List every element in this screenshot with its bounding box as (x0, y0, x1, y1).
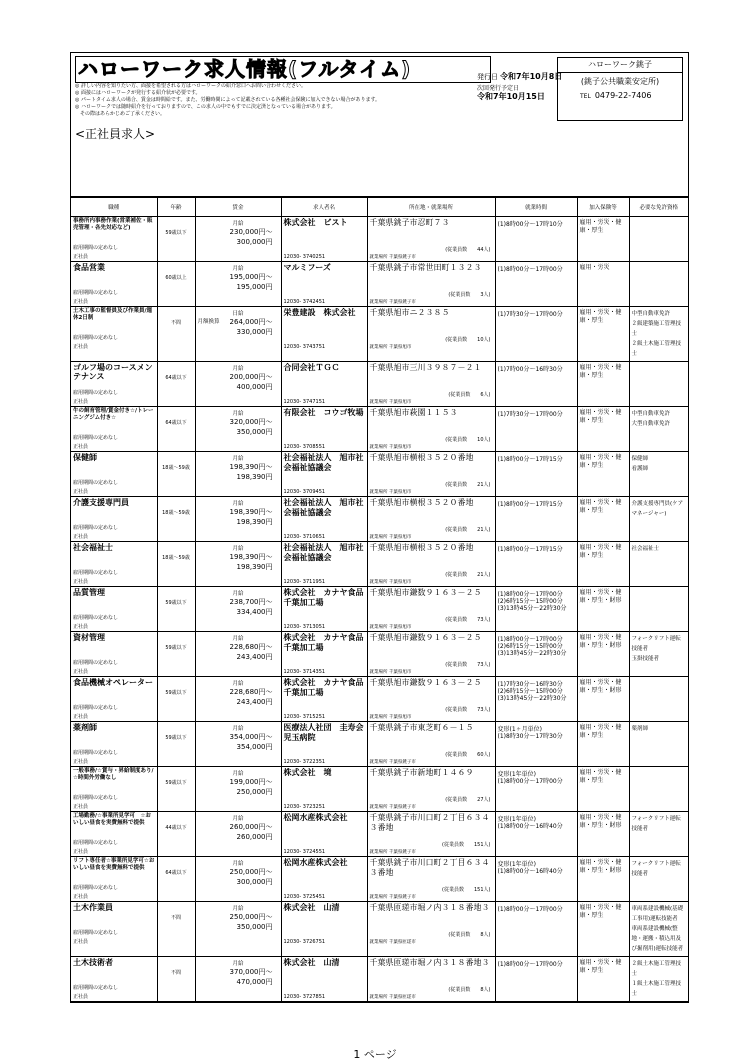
work-location: 就業場所 千葉県銚子市 (369, 255, 416, 260)
age: 59歳以下 (165, 780, 187, 786)
job-number: 12030- 3726751 (283, 939, 326, 945)
employer-name: 株式会社 山清 (283, 903, 340, 912)
employee-count: (従業員数 3人) (448, 292, 491, 298)
work-hours: 変形(1年単位) (1)8時00分～16時40分 (497, 861, 563, 875)
employee-count: (従業員数 8人) (448, 987, 491, 993)
employer-name: 社会福祉法人 旭市社会福祉協議会 (283, 543, 364, 562)
table-row[interactable] (71, 812, 688, 857)
job-title: 保健師 (73, 453, 97, 462)
licenses (630, 262, 689, 266)
age: 59歳以下 (165, 645, 187, 651)
job-number: 12030- 3710651 (283, 534, 326, 540)
licenses (630, 362, 689, 366)
employer-name: 株式会社 山清 (283, 958, 340, 967)
employment-type: 正社員 (73, 399, 89, 405)
employer-name: マルミフーズ (283, 263, 331, 272)
job-number: 12030- 3713051 (283, 624, 326, 630)
address: 千葉県旭市ニ２３８５ (369, 308, 450, 317)
section-title: <正社員求人> (75, 127, 156, 141)
wage-max: 470,000円 (236, 978, 273, 986)
employer-name: 株式会社 境 (283, 768, 332, 777)
job-title: リフト専任者☆事業所見学可☆おいしい昼食を実費無料で提供 (73, 858, 155, 871)
insurance: 雇用・労災・健康・厚生 (579, 309, 622, 324)
address: 千葉県匝瑳市堀ノ内３１８番地３ (369, 958, 490, 967)
employee-count: (従業員数 21人) (445, 482, 491, 488)
licenses: 社会福祉士 (631, 546, 660, 552)
job-title: 土木作業員 (73, 903, 113, 912)
wage-max: 400,000円 (236, 383, 273, 391)
wage-min: 200,000円～ (229, 373, 273, 381)
work-location: 就業場所 千葉県旭市 (369, 670, 412, 675)
table-row[interactable] (71, 497, 688, 542)
employment-type: 正社員 (73, 489, 89, 495)
job-title: 工場勤務/☆事業所見学可 ☆おいしい昼食を実費無料で提供 (73, 813, 151, 826)
job-number: 12030- 3727851 (283, 994, 326, 1000)
table-row[interactable] (71, 217, 688, 262)
address: 千葉県銚子市川口町２丁目６３４３番地 (369, 858, 490, 877)
wage-type: 日給 (232, 311, 244, 317)
employee-count: (従業員数 27人) (445, 797, 491, 803)
wage-max: 354,000円 (236, 743, 273, 751)
work-location: 就業場所 千葉県旭市 (369, 715, 412, 720)
employee-count: (従業員数 151人) (442, 842, 491, 848)
office-name: ハローワーク銚子 (558, 58, 682, 73)
wage-type: 月給 (232, 726, 244, 732)
insurance: 雇用・労災・健康・厚生 (579, 904, 622, 919)
licenses (630, 677, 689, 681)
wage-max: 195,000円 (236, 283, 273, 291)
office-tel: TEL 0479-22-7406 (580, 91, 652, 100)
header (71, 53, 688, 197)
insurance: 雇用・労災・健康・厚生 (579, 959, 622, 974)
wage-type: 月給 (232, 961, 244, 967)
job-listing-sheet (70, 52, 689, 1003)
wage-max: 198,390円 (236, 563, 273, 571)
job-title: 介護支援専門員 (73, 498, 129, 507)
work-hours: 変形(1年単位) (1)8時00分～17時00分 (497, 771, 563, 785)
wage-type: 月給 (232, 411, 244, 417)
employee-count: (従業員数 73人) (445, 707, 491, 713)
wage-type: 月給 (232, 771, 244, 777)
insurance: 雇用・労災・健康・厚生・財形 (579, 589, 622, 604)
employer-name: 社会福祉法人 旭市社会福祉協議会 (283, 453, 364, 472)
employer-name: 医療法人社団 圭寿会 児玉病院 (283, 723, 372, 742)
job-title: 品質管理 (73, 588, 105, 597)
table-row[interactable] (71, 767, 688, 812)
page-number: 1 ページ (353, 1048, 397, 1061)
address: 千葉県旭市鎌数９１６３－２５ (369, 633, 482, 642)
employment-period: 雇用期間の定めなし (73, 885, 119, 891)
table-row[interactable] (71, 677, 688, 722)
employment-type: 正社員 (73, 894, 89, 900)
employment-period: 雇用期間の定めなし (73, 840, 119, 846)
job-title: 土木技術者 (73, 958, 113, 967)
work-hours: (1)8時00分～17時15分 (497, 456, 563, 463)
job-title: 資材管理 (73, 633, 105, 642)
insurance: 雇用・労災・健康・厚生・財形 (579, 679, 622, 694)
work-location: 就業場所 千葉県銚子市 (369, 300, 416, 305)
address: 千葉県銚子市川口町２丁目６３４３番地 (369, 813, 490, 832)
employment-type: 正社員 (73, 299, 89, 305)
wage-min: 230,000円～ (229, 228, 273, 236)
employer-name: 社会福祉法人 旭市社会福祉協議会 (283, 498, 364, 517)
employer-name: 松岡水産株式会社 (283, 813, 348, 822)
job-number: 12030- 3711951 (283, 579, 326, 585)
wage-type: 月給 (232, 366, 244, 372)
table-row[interactable]: 土木工事の監督員及び作業員/週休2日制 雇用期間の定めなし 正社員 不問 日給 月額換算 264,000円～ 330,000円 栄豊建設 株式会社 12030- 3743751 千葉県旭市ニ２３８５ (従業員数 10人) 就業場所 千葉県旭市 (1)7時30分～17時00分 雇用・労災・健康・厚生 中型自動車免許 ２級建築施工管理技士 ２級土木施工管理技士 (71, 307, 688, 362)
wage-type: 月給 (232, 681, 244, 687)
employment-type: 正社員 (73, 344, 89, 350)
age: 不問 (170, 915, 181, 921)
address: 千葉県旭市横根３５２０番地 (369, 543, 474, 552)
employment-type: 正社員 (73, 804, 89, 810)
employment-type: 正社員 (73, 939, 89, 945)
employment-period: 雇用期間の定めなし (73, 290, 119, 296)
work-hours: (1)8時00分～17時00分 (2)6時15分～15時00分 (3)13時45分～22時30分 (497, 636, 567, 657)
table-row[interactable] (71, 957, 688, 1002)
work-hours: (1)7時30分～17時00分 (497, 411, 563, 418)
employment-type: 正社員 (73, 759, 89, 765)
employee-count: (従業員数 21人) (445, 527, 491, 533)
work-location: 就業場所 千葉県旭市 (369, 400, 412, 405)
wage-max: 243,400円 (236, 698, 273, 706)
employer-name: 松岡水産株式会社 (283, 858, 348, 867)
insurance: 雇用・労災・健康・厚生・財形 (579, 634, 622, 649)
phone-icon: TEL (580, 93, 591, 100)
wage-min: 228,680円～ (229, 688, 273, 696)
table-row[interactable] (71, 902, 688, 957)
wage-type: 月給 (232, 546, 244, 552)
employee-count: (従業員数 151人) (442, 887, 491, 893)
work-hours: (1)8時00分～17時10分 (497, 221, 563, 228)
wage-max: 334,400円 (236, 608, 273, 616)
employment-type: 正社員 (73, 669, 89, 675)
wage-min: 320,000円～ (229, 418, 273, 426)
wage-min: 260,000円～ (229, 823, 273, 831)
job-number: 12030- 3742451 (283, 299, 326, 305)
address: 千葉県銚子市東芝町６－１５ (369, 723, 474, 732)
table-row[interactable] (71, 587, 688, 632)
age: 18歳～59歳 (162, 510, 190, 516)
work-hours: 変形(1年単位) (1)8時00分～16時40分 (497, 816, 563, 830)
employment-period: 雇用期間の定めなし (73, 705, 119, 711)
employment-period: 雇用期間の定めなし (73, 335, 119, 341)
insurance: 雇用・労災・健康・厚生 (579, 724, 622, 739)
wage-type: 月給 (232, 861, 244, 867)
table-row[interactable] (71, 262, 688, 307)
work-location: 就業場所 千葉県匝瑳市 (369, 995, 416, 1000)
wage-max: 350,000円 (236, 428, 273, 436)
address: 千葉県匝瑳市堀ノ内３１８番地３ (369, 903, 490, 912)
job-title: 食品営業 (73, 263, 105, 272)
insurance: 雇用・労災・健康・厚生・財形 (579, 814, 622, 829)
employment-period: 雇用期間の定めなし (73, 615, 119, 621)
age: 64歳以下 (165, 870, 187, 876)
employer-name: 栄豊建設 株式会社 (283, 308, 356, 317)
wage-type: 月給 (232, 636, 244, 642)
employment-period: 雇用期間の定めなし (73, 390, 119, 396)
job-number: 12030- 3747151 (283, 399, 326, 405)
licenses: ２級土木施工管理技士 １級土木施工管理技士 (631, 961, 682, 997)
job-number: 12030- 3715251 (283, 714, 326, 720)
licenses (630, 587, 689, 591)
employee-count: (従業員数 60人) (445, 752, 491, 758)
employment-type: 正社員 (73, 994, 89, 1000)
job-number: 12030- 3723251 (283, 804, 326, 810)
employment-type: 正社員 (73, 254, 89, 260)
licenses: 薬剤師 (631, 726, 649, 732)
work-hours: (1)8時00分～17時00分 (2)6時15分～15時00分 (3)13時45分～22時30分 (497, 591, 567, 612)
address: 千葉県銚子市新地町１４６９ (369, 768, 474, 777)
wage-max: 260,000円 (236, 833, 273, 841)
address: 千葉県銚子市常世田町１３２３ (369, 263, 482, 272)
wage-type: 月給 (232, 501, 244, 507)
next-issue-date: 次回発行予定日 令和7年10月15日 (477, 85, 545, 101)
age: 59歳以下 (165, 600, 187, 606)
job-number: 12030- 3709451 (283, 489, 326, 495)
age: 59歳以下 (165, 690, 187, 696)
wage-min: 250,000円～ (229, 913, 273, 921)
table-row[interactable] (71, 722, 688, 767)
job-title: 土木工事の監督員及び作業員/週休2日制 (73, 308, 153, 321)
age: 64歳以下 (165, 420, 187, 426)
table-row[interactable] (71, 542, 688, 587)
age: 不問 (170, 970, 181, 976)
work-location: 就業場所 千葉県旭市 (369, 535, 412, 540)
work-location: 就業場所 千葉県銚子市 (369, 850, 416, 855)
job-number: 12030- 3740251 (283, 254, 326, 260)
job-title: 食品機械オペレーター (73, 678, 153, 687)
work-location: 就業場所 千葉県旭市 (369, 580, 412, 585)
insurance: 雇用・労災・健康・厚生 (579, 219, 622, 234)
office-box (557, 57, 683, 121)
insurance: 雇用・労災 (579, 264, 610, 271)
employment-type: 正社員 (73, 714, 89, 720)
wage-min: 195,000円～ (229, 273, 273, 281)
work-hours: (1)7時00分～16時30分 (497, 366, 563, 373)
address: 千葉県旭市鎌数９１６３－２５ (369, 588, 482, 597)
address: 千葉県旭市萩園１１５３ (369, 408, 458, 417)
licenses: 車両系建設機械(基礎工事用)運転技能者 車両系建設機械(整地・運搬・積込用及び掘削用)運転技能者 (631, 906, 684, 952)
address: 千葉県旭市鎌数９１６３－２５ (369, 678, 482, 687)
table-row[interactable] (71, 857, 688, 902)
work-hours: (1)8時00分～17時00分 (497, 961, 563, 968)
licenses (630, 217, 689, 221)
employer-name: 合同会社ＴＧＣ (283, 363, 340, 372)
employment-period: 雇用期間の定めなし (73, 245, 119, 251)
employment-period: 雇用期間の定めなし (73, 570, 119, 576)
table-header: 職種 年齢 賃金 求人者名 所在地・就業場所 就業時間 加入保険等 必要な免許資格 (71, 198, 688, 217)
licenses: 介護支援専門員(ケアマネージャー) (631, 501, 684, 517)
job-title: 薬剤師 (73, 723, 97, 732)
employment-period: 雇用期間の定めなし (73, 660, 119, 666)
work-location: 就業場所 千葉県旭市 (369, 490, 412, 495)
wage-max: 330,000円 (236, 328, 273, 336)
wage-min: 228,680円～ (229, 643, 273, 651)
address: 千葉県旭市横根３５２０番地 (369, 498, 474, 507)
work-hours: (1)8時00分～17時00分 (497, 266, 563, 273)
insurance: 雇用・労災・健康・厚生 (579, 769, 622, 784)
address: 千葉県旭市三川３９８７－２１ (369, 363, 482, 372)
page-title: ハローワーク求人情報(フルタイム) (75, 56, 491, 83)
licenses: フォークリフト運転技能者 玉掛技能者 (631, 636, 681, 662)
employment-type: 正社員 (73, 849, 89, 855)
age: 59歳以下 (165, 230, 187, 236)
job-title: 社会福祉士 (73, 543, 113, 552)
age: 60歳以上 (165, 275, 187, 281)
employer-name: 株式会社 カナヤ食品 千葉加工場 (283, 588, 372, 607)
wage-type: 月給 (232, 266, 244, 272)
work-location: 就業場所 千葉県旭市 (369, 625, 412, 630)
work-location: 就業場所 千葉県旭市 (369, 345, 412, 350)
jobs-table (71, 197, 688, 1002)
insurance: 雇用・労災・健康・厚生 (579, 499, 622, 514)
age: 18歳～59歳 (162, 465, 190, 471)
age: 59歳以下 (165, 735, 187, 741)
employer-name: 株式会社 カナヤ食品 千葉加工場 (283, 678, 372, 697)
work-location: 就業場所 千葉県旭市 (369, 445, 412, 450)
wage-max: 250,000円 (236, 788, 273, 796)
employee-count: (従業員数 21人) (445, 572, 491, 578)
employment-period: 雇用期間の定めなし (73, 795, 119, 801)
wage-type: 月給 (232, 906, 244, 912)
address: 千葉県銚子市忍町７３ (369, 218, 450, 227)
work-hours: (1)8時00分～17時15分 (497, 501, 563, 508)
wage-max: 243,400円 (236, 653, 273, 661)
licenses: 中型自動車免許 大型自動車免許 (631, 411, 671, 427)
work-hours: (1)8時00分～17時15分 (497, 546, 563, 553)
employee-count: (従業員数 73人) (445, 617, 491, 623)
wage-max: 198,390円 (236, 473, 273, 481)
table-row[interactable] (71, 362, 688, 407)
wage-min: 354,000円～ (229, 733, 273, 741)
employment-period: 雇用期間の定めなし (73, 930, 119, 936)
employment-period: 雇用期間の定めなし (73, 985, 119, 991)
work-hours: (1)7時30分～16時30分 (2)6時15分～15時00分 (3)13時45分～22時30分 (497, 681, 567, 702)
licenses: 中型自動車免許 ２級建築施工管理技士 ２級土木施工管理技士 (631, 311, 682, 357)
work-location: 就業場所 千葉県銚子市 (369, 760, 416, 765)
insurance: 雇用・労災・健康・厚生 (579, 454, 622, 469)
table-row[interactable] (71, 452, 688, 497)
employer-name: 株式会社 カナヤ食品 千葉加工場 (283, 633, 372, 652)
employee-count: (従業員数 8人) (448, 932, 491, 938)
insurance: 雇用・労災・健康・厚生 (579, 409, 622, 424)
employment-type: 正社員 (73, 534, 89, 540)
wage-min: 199,000円～ (229, 778, 273, 786)
employment-period: 雇用期間の定めなし (73, 525, 119, 531)
work-hours: (1)8時00分～17時00分 (497, 906, 563, 913)
work-location: 就業場所 千葉県銚子市 (369, 895, 416, 900)
age: 64歳以下 (165, 375, 187, 381)
employer-name: 有限会社 コウゴ牧場 (283, 408, 364, 417)
wage-max: 300,000円 (236, 238, 273, 246)
insurance: 雇用・労災・健康・厚生 (579, 544, 622, 559)
wage-type: 月給 (232, 456, 244, 462)
wage-min: 198,390円～ (229, 463, 273, 471)
employment-period: 雇用期間の定めなし (73, 480, 119, 486)
job-number: 12030- 3708551 (283, 444, 326, 450)
wage-min: 370,000円～ (229, 968, 273, 976)
wage-type: 月給 (232, 816, 244, 822)
wage-type: 月給 (232, 221, 244, 227)
wage-min: 250,000円～ (229, 868, 273, 876)
job-number: 12030- 3724551 (283, 849, 326, 855)
wage-type: 月給 (232, 591, 244, 597)
job-number: 12030- 3725451 (283, 894, 326, 900)
wage-max: 300,000円 (236, 878, 273, 886)
employee-count: (従業員数 44人) (445, 247, 491, 253)
table-row[interactable] (71, 632, 688, 677)
wage-max: 350,000円 (236, 923, 273, 931)
employment-type: 正社員 (73, 624, 89, 630)
work-hours: (1)7時30分～17時00分 (497, 311, 563, 318)
age: 44歳以下 (165, 825, 187, 831)
licenses: フォークリフト運転技能者 (631, 816, 681, 832)
table-row[interactable] (71, 407, 688, 452)
employee-count: (従業員数 73人) (445, 662, 491, 668)
insurance: 雇用・労災・健康・厚生 (579, 364, 622, 379)
employment-period: 雇用期間の定めなし (73, 435, 119, 441)
job-title: 牛の飼育管理/賞金付き☆/トレーニングジム付き☆ (73, 408, 154, 421)
job-number: 12030- 3714351 (283, 669, 326, 675)
work-location: 就業場所 千葉県銚子市 (369, 805, 416, 810)
age: 18歳～59歳 (162, 555, 190, 561)
wage-min: 198,390円～ (229, 553, 273, 561)
licenses: 保健師 看護師 (631, 456, 649, 472)
employment-type: 正社員 (73, 579, 89, 585)
insurance: 雇用・労災・健康・厚生・財形 (579, 859, 622, 874)
issue-date: 発行日 令和7年10月8日 (477, 72, 563, 81)
job-title: 一般事務/☆賞与・昇給制度あり/☆時間外労働なし (73, 768, 154, 781)
work-hours: 変形(1ヶ月単位) (1)8時30分～17時30分 (497, 726, 563, 740)
address: 千葉県旭市横根３５２０番地 (369, 453, 474, 462)
office-sub: (銚子公共職業安定所) (580, 77, 660, 86)
licenses: フォークリフト運転技能者 (631, 861, 681, 877)
employment-type: 正社員 (73, 444, 89, 450)
employer-name: 株式会社 ビスト (283, 218, 348, 227)
employment-period: 雇用期間の定めなし (73, 750, 119, 756)
job-title: 事務所内事務作業(営業補佐・販売管理・各先対応など) (73, 218, 153, 231)
notes: ◎ 詳しい内容を知りたい方、面接を希望される方はハローワークの紹介窓口へお問い合わせください。 ◎ 面接にはハローワークが発行する紹介状が必要です。 ◎ パートタイム求人の場合、賃金は時間給です。また、労働時間によって記載されている各種社会保険に加入できない場合があります。 ◎ ハローワークでは随時紹介を行っておりますので、この求人の中でもすでに決定済となっている場合があります。 その際はあらかじめご了承ください。 (75, 83, 381, 117)
wage-min: 264,000円～ (229, 318, 273, 326)
job-title: ゴルフ場のコースメンテナンス (73, 363, 153, 381)
age: 不問 (170, 320, 181, 326)
employee-count: (従業員数 6人) (448, 392, 491, 398)
wage-max: 198,390円 (236, 518, 273, 526)
licenses (630, 767, 689, 771)
job-number: 12030- 3722351 (283, 759, 326, 765)
employee-count: (従業員数 10人) (445, 337, 491, 343)
work-location: 就業場所 千葉県匝瑳市 (369, 940, 416, 945)
wage-min: 198,390円～ (229, 508, 273, 516)
wage-min: 238,700円～ (229, 598, 273, 606)
employee-count: (従業員数 10人) (445, 437, 491, 443)
job-number: 12030- 3743751 (283, 344, 326, 350)
